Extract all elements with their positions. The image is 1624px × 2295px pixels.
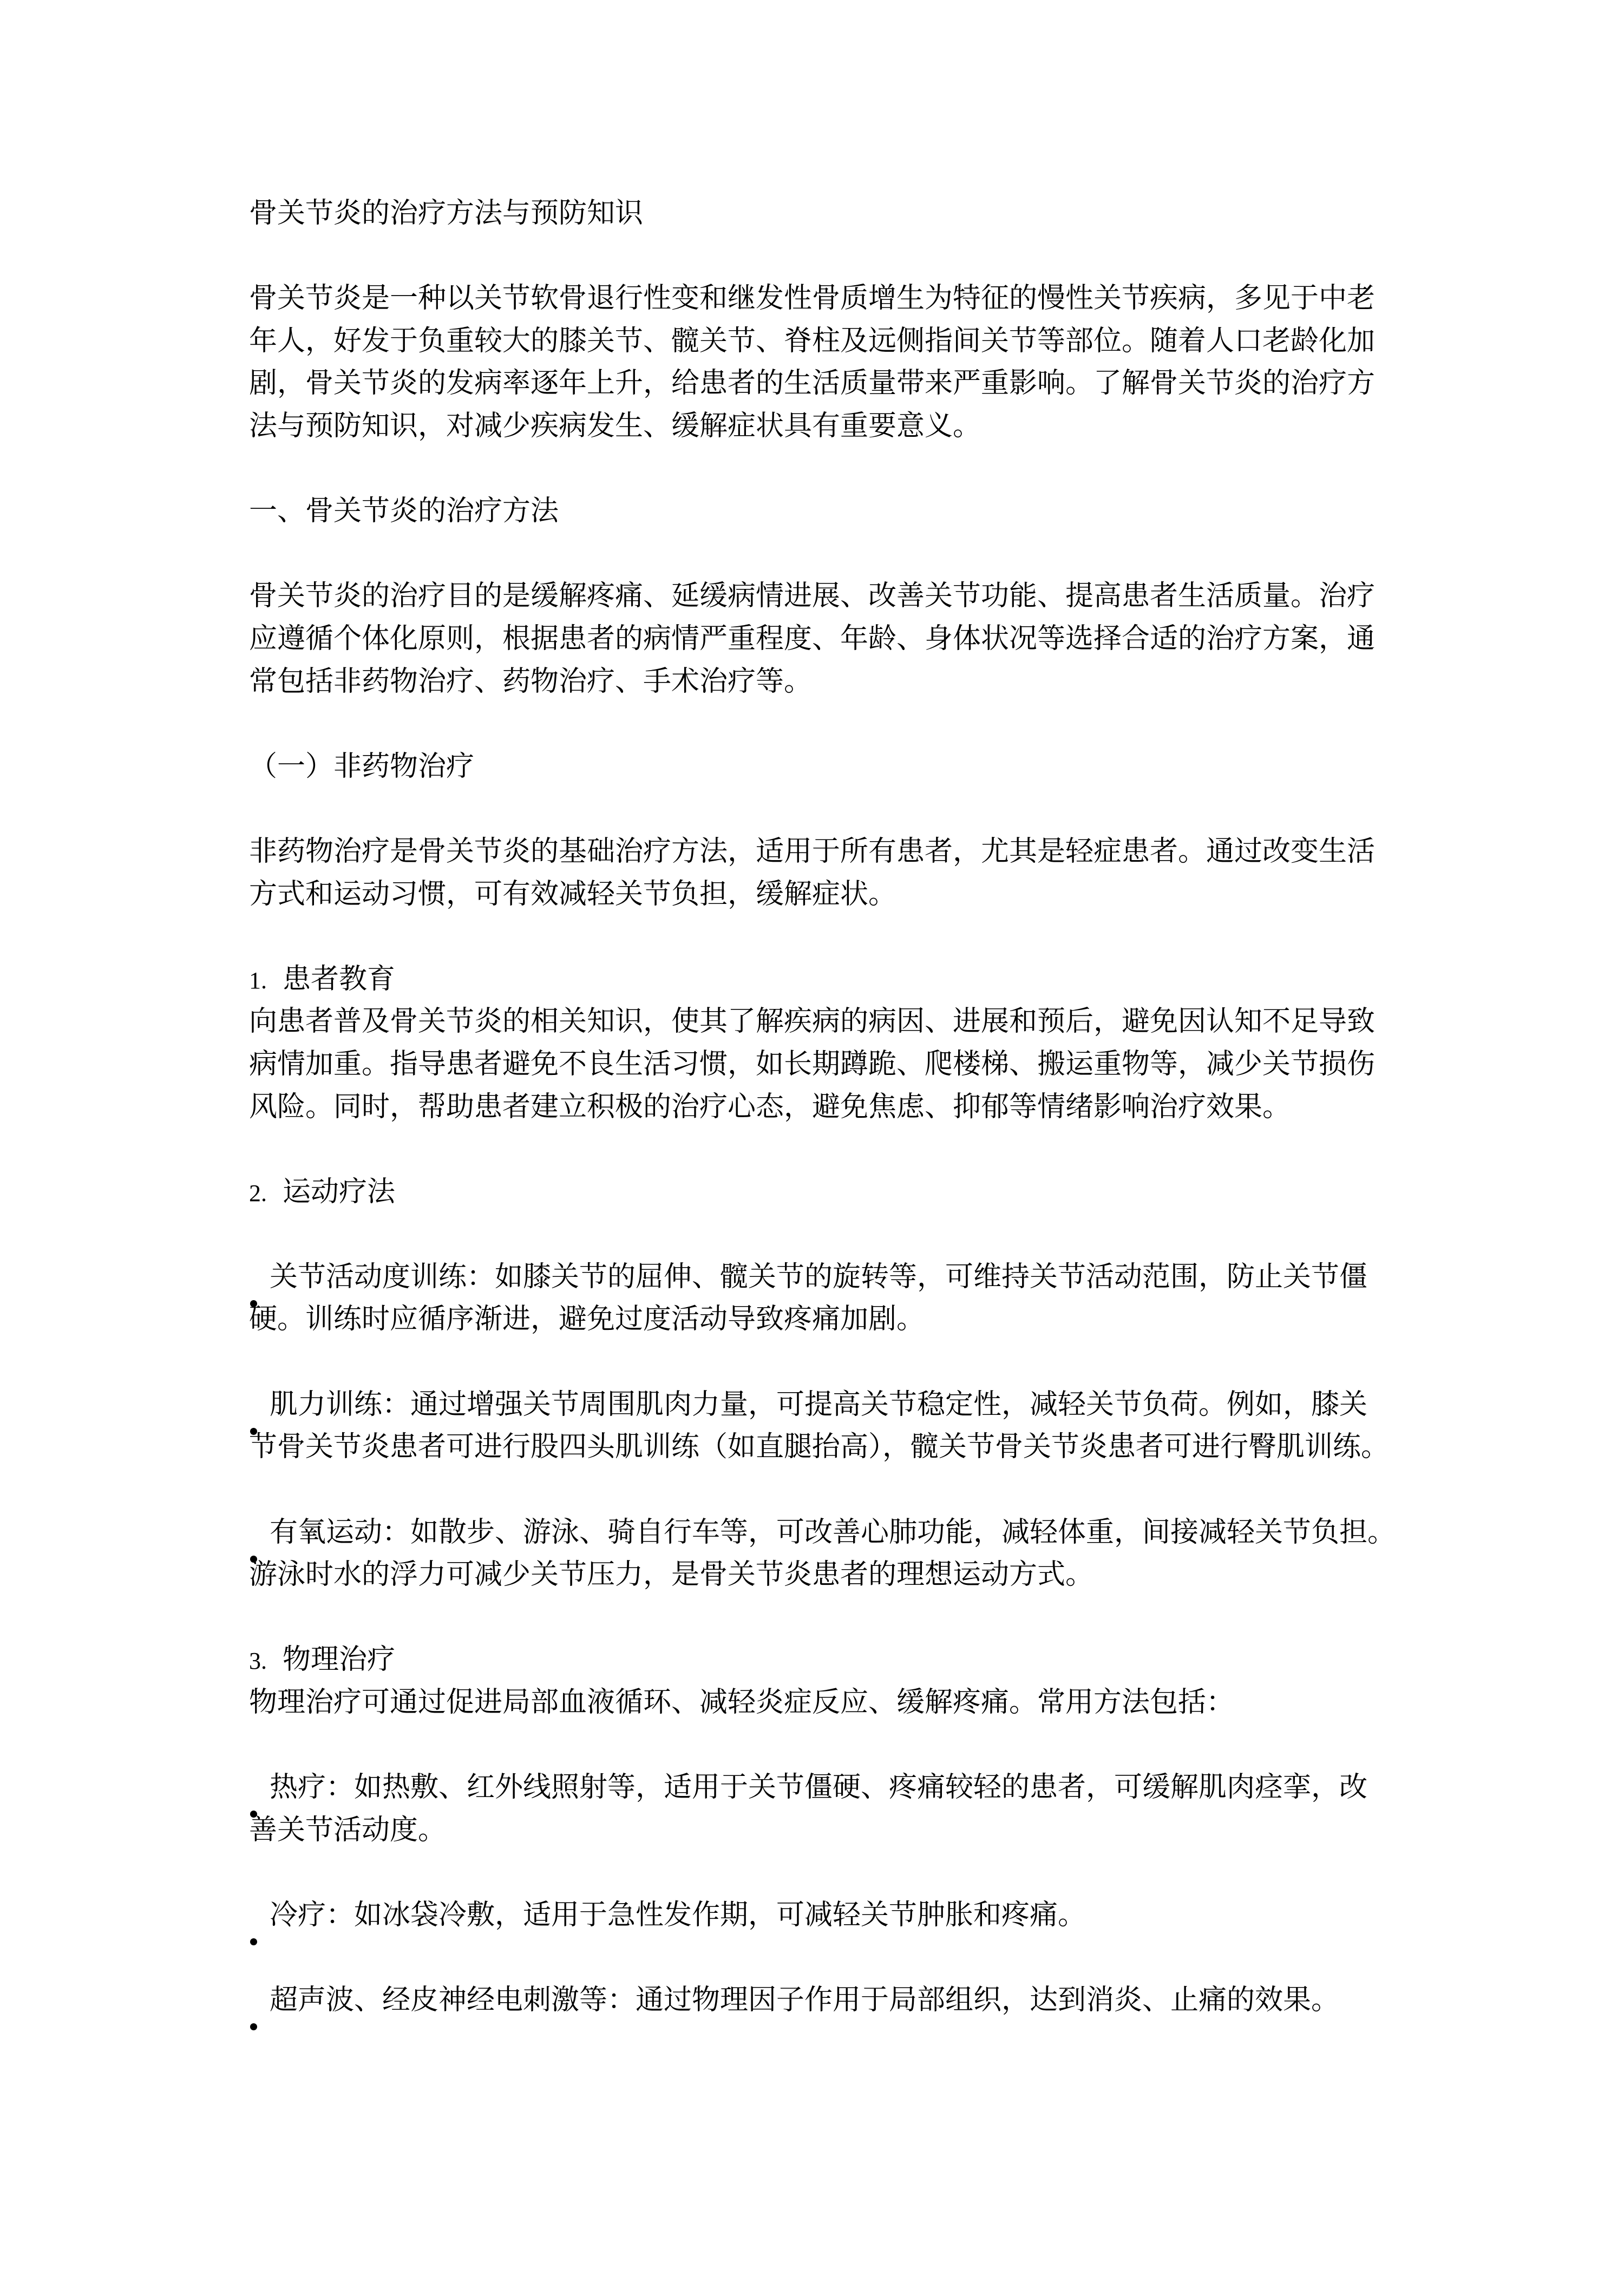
bullet-text: 有氧运动：如散步、游泳、骑自行车等，可改善心肺功能，减轻体重，间接减轻关节负担。 — [270, 1516, 1396, 1549]
bullet-line: 游泳时水的浮力可减少关节压力，是骨关节炎患者的理想运动方式。 — [249, 1558, 1094, 1591]
paragraph-line: 物理治疗可通过促进局部血液循环、减轻炎症反应、缓解疼痛。常用方法包括： — [249, 1686, 1235, 1719]
paragraph-line: 向患者普及骨关节炎的相关知识，使其了解疾病的病因、进展和预后，避免因认知不足导致 — [249, 1005, 1376, 1038]
bullet-line — [249, 1899, 1407, 1931]
bullet-text: 热疗：如热敷、红外线照射等，适用于关节僵硬、疼痛较轻的患者，可缓解肌肉痉挛，改 — [270, 1771, 1368, 1804]
bullet-line: 硬。训练时应循序渐进，避免过度活动导致疼痛加剧。 — [249, 1303, 925, 1335]
item-number: 1. — [249, 967, 267, 994]
bullet-line — [249, 1261, 1407, 1293]
item-number: 2. — [249, 1180, 267, 1206]
bullet-text: 关节活动度训练：如膝关节的屈伸、髋关节的旋转等，可维持关节活动范围，防止关节僵 — [270, 1261, 1368, 1293]
document-title: 骨关节炎的治疗方法与预防知识 — [249, 197, 644, 230]
intro-line: 年人，好发于负重较大的膝关节、髋关节、脊柱及远侧指间关节等部位。随着人口老龄化加 — [249, 325, 1376, 357]
item-title: 物理治疗 — [283, 1643, 396, 1676]
paragraph-line: 应遵循个体化原则，根据患者的病情严重程度、年龄、身体状况等选择合适的治疗方案，通 — [249, 622, 1376, 655]
intro-line: 骨关节炎是一种以关节软骨退行性变和继发性骨质增生为特征的慢性关节疾病，多见于中老 — [249, 282, 1376, 314]
item-heading — [249, 1643, 1407, 1676]
bullet-line: 节骨关节炎患者可进行股四头肌训练（如直腿抬高），髋关节骨关节炎患者可进行臀肌训练。 — [249, 1431, 1390, 1463]
bullet-text: 肌力训练：通过增强关节周围肌肉力量，可提高关节稳定性，减轻关节负荷。例如，膝关 — [270, 1388, 1368, 1421]
intro-line: 法与预防知识，对减少疾病发生、缓解症状具有重要意义。 — [249, 410, 981, 442]
subsection-heading: （一）非药物治疗 — [249, 750, 475, 783]
bullet-line — [249, 1771, 1407, 1804]
bullet-line — [249, 1516, 1407, 1549]
bullet-line: 善关节活动度。 — [249, 1814, 447, 1846]
paragraph-line: 方式和运动习惯，可有效减轻关节负担，缓解症状。 — [249, 878, 897, 910]
bullet-line — [249, 1984, 1407, 2016]
item-title: 运动疗法 — [283, 1176, 396, 1208]
paragraph-line: 病情加重。指导患者避免不良生活习惯，如长期蹲跪、爬楼梯、搬运重物等，减少关节损伤 — [249, 1048, 1376, 1080]
item-heading — [249, 963, 1407, 995]
section-heading: 一、骨关节炎的治疗方法 — [249, 495, 559, 527]
bullet-line — [249, 1388, 1407, 1421]
paragraph-line: 常包括非药物治疗、药物治疗、手术治疗等。 — [249, 665, 813, 698]
bullet-text: 冷疗：如冰袋冷敷，适用于急性发作期，可减轻关节肿胀和疼痛。 — [270, 1899, 1086, 1931]
paragraph-line: 风险。同时，帮助患者建立积极的治疗心态，避免焦虑、抑郁等情绪影响治疗效果。 — [249, 1091, 1291, 1123]
item-heading — [249, 1176, 1407, 1208]
bullet-text: 超声波、经皮神经电刺激等：通过物理因子作用于局部组织，达到消炎、止痛的效果。 — [270, 1984, 1340, 2016]
item-number: 3. — [249, 1648, 267, 1674]
intro-line: 剧，骨关节炎的发病率逐年上升，给患者的生活质量带来严重影响。了解骨关节炎的治疗方 — [249, 367, 1376, 399]
item-title: 患者教育 — [283, 963, 396, 995]
paragraph-line: 非药物治疗是骨关节炎的基础治疗方法，适用于所有患者，尤其是轻症患者。通过改变生活 — [249, 835, 1376, 868]
paragraph-line: 骨关节炎的治疗目的是缓解疼痛、延缓病情进展、改善关节功能、提高患者生活质量。治疗 — [249, 580, 1376, 612]
